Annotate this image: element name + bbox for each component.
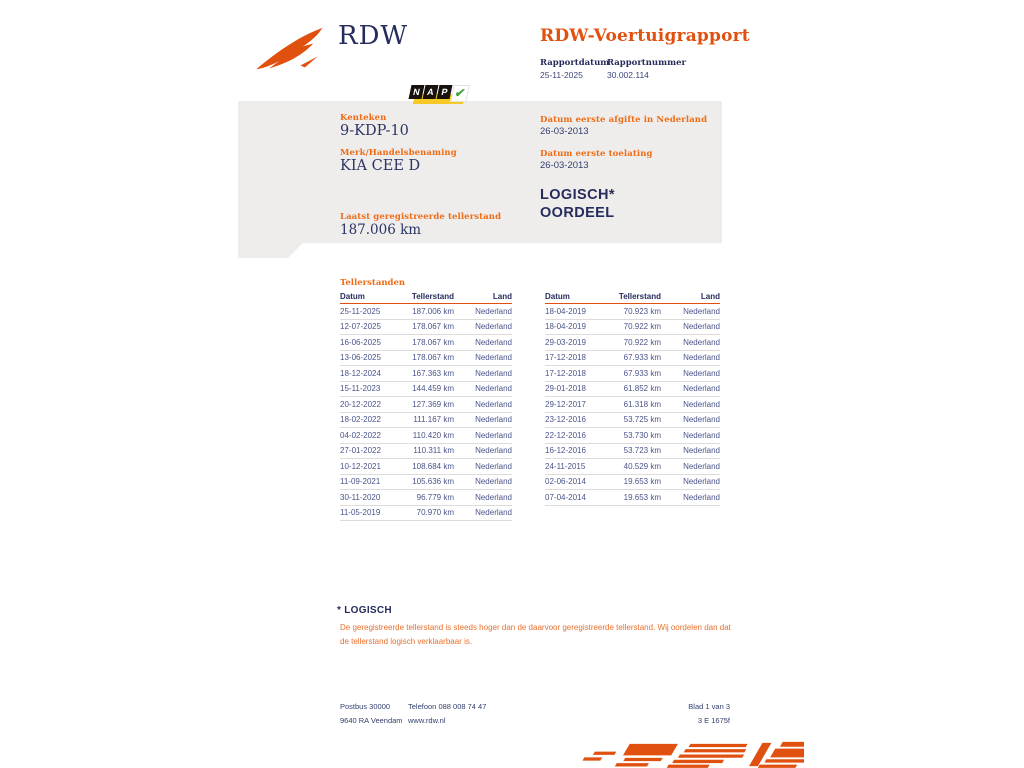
table-row <box>545 320 720 336</box>
cell-tellerstand: 53.725 km <box>623 415 661 425</box>
kenteken-value: 9-KDP-10 <box>340 123 409 139</box>
nap-check-icon: ✔ <box>450 85 470 102</box>
tellerstanden-table-right <box>545 289 720 506</box>
cell-tellerstand: 178.067 km <box>412 353 454 363</box>
table-row <box>545 490 720 506</box>
logisch-note-body: De geregistreerde tellerstand is steeds hoger dan de daarvoor geregistreerde tellerstand. Wij oordelen dan dat de tellerstand logisch verklaarbaar is. <box>340 623 731 646</box>
cell-land: Nederland <box>475 306 512 316</box>
oordeel-text <box>540 186 615 222</box>
cell-land: Nederland <box>683 322 720 332</box>
eerste-afgifte-value: 26-03-2013 <box>540 126 589 137</box>
cell-tellerstand: 96.779 km <box>416 492 454 502</box>
laatste-tellerstand-value: 187.006 km <box>340 222 422 238</box>
cell-land: Nederland <box>475 399 512 409</box>
cell-tellerstand: 70.922 km <box>623 337 661 347</box>
oordeel-line1: LOGISCH* <box>540 187 615 203</box>
page-title: RDW-Voertuigrapport <box>540 26 750 46</box>
cell-tellerstand: 40.529 km <box>623 461 661 471</box>
cell-land: Nederland <box>683 492 720 502</box>
cell-tellerstand: 19.653 km <box>623 477 661 487</box>
cell-tellerstand: 167.363 km <box>412 368 454 378</box>
column-header-datum: Datum <box>340 291 365 301</box>
cell-datum: 29-01-2018 <box>545 384 586 394</box>
cell-tellerstand: 53.730 km <box>623 430 661 440</box>
cell-datum: 11-05-2019 <box>340 508 381 518</box>
table-row <box>545 459 720 475</box>
cell-tellerstand: 127.369 km <box>412 399 454 409</box>
cell-land: Nederland <box>475 415 512 425</box>
column-header-tellerstand: Tellerstand <box>618 291 661 301</box>
rdw-wing-logo-icon <box>252 26 334 72</box>
cell-land: Nederland <box>475 384 512 394</box>
cell-land: Nederland <box>475 477 512 487</box>
cell-land: Nederland <box>475 461 512 471</box>
footer-postbus: Postbus 30000 <box>340 702 391 711</box>
cell-tellerstand: 70.922 km <box>623 322 661 332</box>
footer-form-code: 3 E 1675f <box>697 716 730 725</box>
eerste-toelating-label: Datum eerste toelating <box>540 149 653 159</box>
cell-tellerstand: 178.067 km <box>412 322 454 332</box>
cell-datum: 12-07-2025 <box>340 322 381 332</box>
cell-land: Nederland <box>683 306 720 316</box>
table-row <box>340 444 512 460</box>
footer-phone: Telefoon 088 008 74 47 <box>408 702 487 711</box>
cell-datum: 22-12-2016 <box>545 430 586 440</box>
cell-datum: 16-06-2025 <box>340 337 381 347</box>
cell-land: Nederland <box>475 430 512 440</box>
column-header-land: Land <box>492 291 512 301</box>
table-row <box>340 475 512 491</box>
logisch-note-title: * LOGISCH <box>337 605 392 616</box>
laatste-tellerstand-label: Laatst geregistreerde tellerstand <box>340 212 502 222</box>
footer-page-number: Blad 1 van 3 <box>688 702 730 711</box>
cell-datum: 07-04-2014 <box>545 492 586 502</box>
table-row <box>545 475 720 491</box>
eerste-toelating-value: 26-03-2013 <box>540 160 589 171</box>
table-row <box>545 304 720 320</box>
report-date-value: 25-11-2025 <box>540 70 583 80</box>
column-header-datum: Datum <box>545 291 570 301</box>
report-number-label: Rapportnummer <box>607 58 686 68</box>
table-row <box>545 397 720 413</box>
cell-datum: 17-12-2018 <box>545 368 586 378</box>
cell-datum: 27-01-2022 <box>340 446 381 456</box>
cell-tellerstand: 61.318 km <box>623 399 661 409</box>
cell-tellerstand: 111.167 km <box>413 415 454 425</box>
footer-page-info <box>688 700 730 728</box>
cell-tellerstand: 67.933 km <box>623 353 661 363</box>
cell-datum: 23-12-2016 <box>545 415 586 425</box>
table-row <box>545 444 720 460</box>
cell-datum: 17-12-2018 <box>545 353 586 363</box>
table-row <box>340 382 512 398</box>
cell-tellerstand: 70.970 km <box>416 508 454 518</box>
merk-label: Merk/Handelsbenaming <box>340 148 457 158</box>
nap-letter-p: P <box>437 85 453 99</box>
report-date-label: Rapportdatum <box>540 58 610 68</box>
cell-land: Nederland <box>683 430 720 440</box>
rdw-logo-text: RDW <box>338 21 409 51</box>
table-row <box>340 506 512 522</box>
cell-land: Nederland <box>475 368 512 378</box>
cell-land: Nederland <box>683 415 720 425</box>
cell-datum: 16-12-2016 <box>545 446 586 456</box>
cell-datum: 15-11-2023 <box>340 384 381 394</box>
nap-letter-n: N <box>409 85 425 99</box>
cell-datum: 02-06-2014 <box>545 477 586 487</box>
table-row <box>545 382 720 398</box>
cell-datum: 13-06-2025 <box>340 353 381 363</box>
cell-land: Nederland <box>475 446 512 456</box>
table-row <box>340 428 512 444</box>
oordeel-line2: OORDEEL <box>540 205 615 221</box>
cell-tellerstand: 67.933 km <box>623 368 661 378</box>
report-number-value: 30.002.114 <box>607 70 649 80</box>
cell-land: Nederland <box>475 492 512 502</box>
cell-datum: 18-04-2019 <box>545 306 586 316</box>
cell-tellerstand: 187.006 km <box>412 306 454 316</box>
merk-value: KIA CEE D <box>340 158 421 174</box>
cell-land: Nederland <box>683 368 720 378</box>
cell-datum: 10-12-2021 <box>340 461 381 471</box>
table-row <box>545 413 720 429</box>
cell-datum: 20-12-2022 <box>340 399 381 409</box>
table-row <box>545 366 720 382</box>
nap-logo <box>410 85 468 109</box>
cell-tellerstand: 61.852 km <box>623 384 661 394</box>
eerste-afgifte-label: Datum eerste afgifte in Nederland <box>540 115 708 125</box>
cell-tellerstand: 144.459 km <box>412 384 454 394</box>
cell-datum: 18-12-2024 <box>340 368 381 378</box>
cell-tellerstand: 105.636 km <box>412 477 454 487</box>
table-row <box>545 351 720 367</box>
cell-land: Nederland <box>683 446 720 456</box>
table-row <box>340 351 512 367</box>
cell-datum: 29-12-2017 <box>545 399 586 409</box>
cell-tellerstand: 53.723 km <box>623 446 661 456</box>
cell-datum: 25-11-2025 <box>340 306 381 316</box>
cell-datum: 24-11-2015 <box>545 461 586 471</box>
nap-letter-a: A <box>423 85 439 99</box>
cell-tellerstand: 108.684 km <box>412 461 454 471</box>
table-row <box>340 397 512 413</box>
tellerstanden-table-left <box>340 289 512 521</box>
cell-land: Nederland <box>683 477 720 487</box>
cell-tellerstand: 19.653 km <box>623 492 661 502</box>
table-header <box>545 289 720 304</box>
cell-tellerstand: 110.420 km <box>412 430 454 440</box>
kenteken-label: Kenteken <box>340 113 387 123</box>
cell-land: Nederland <box>683 399 720 409</box>
cell-land: Nederland <box>475 353 512 363</box>
cell-land: Nederland <box>683 337 720 347</box>
table-row <box>340 320 512 336</box>
footer-address <box>340 700 403 728</box>
cell-tellerstand: 178.067 km <box>412 337 454 347</box>
cell-land: Nederland <box>683 353 720 363</box>
cell-land: Nederland <box>683 384 720 394</box>
cell-land: Nederland <box>683 461 720 471</box>
cell-datum: 29-03-2019 <box>545 337 586 347</box>
cell-land: Nederland <box>475 322 512 332</box>
cell-datum: 11-09-2021 <box>340 477 381 487</box>
table-row <box>340 413 512 429</box>
table-row <box>545 428 720 444</box>
table-row <box>340 366 512 382</box>
cell-land: Nederland <box>475 508 512 518</box>
cell-datum: 30-11-2020 <box>340 492 381 502</box>
cell-datum: 18-04-2019 <box>545 322 586 332</box>
table-header <box>340 289 512 304</box>
cell-land: Nederland <box>475 337 512 347</box>
rdw-truck-graphic-icon <box>536 739 804 768</box>
cell-datum: 18-02-2022 <box>340 415 381 425</box>
cell-tellerstand: 70.923 km <box>623 306 661 316</box>
footer-city: 9640 RA Veendam <box>340 716 403 725</box>
table-row <box>340 459 512 475</box>
table-row <box>340 335 512 351</box>
cell-tellerstand: 110.311 km <box>413 446 454 456</box>
tellerstanden-section-title: Tellerstanden <box>340 278 406 288</box>
table-row <box>340 490 512 506</box>
footer-website: www.rdw.nl <box>408 716 446 725</box>
table-row <box>340 304 512 320</box>
cell-datum: 04-02-2022 <box>340 430 381 440</box>
footer-contact <box>408 700 486 728</box>
table-row <box>545 335 720 351</box>
column-header-land: Land <box>700 291 720 301</box>
column-header-tellerstand: Tellerstand <box>411 291 454 301</box>
